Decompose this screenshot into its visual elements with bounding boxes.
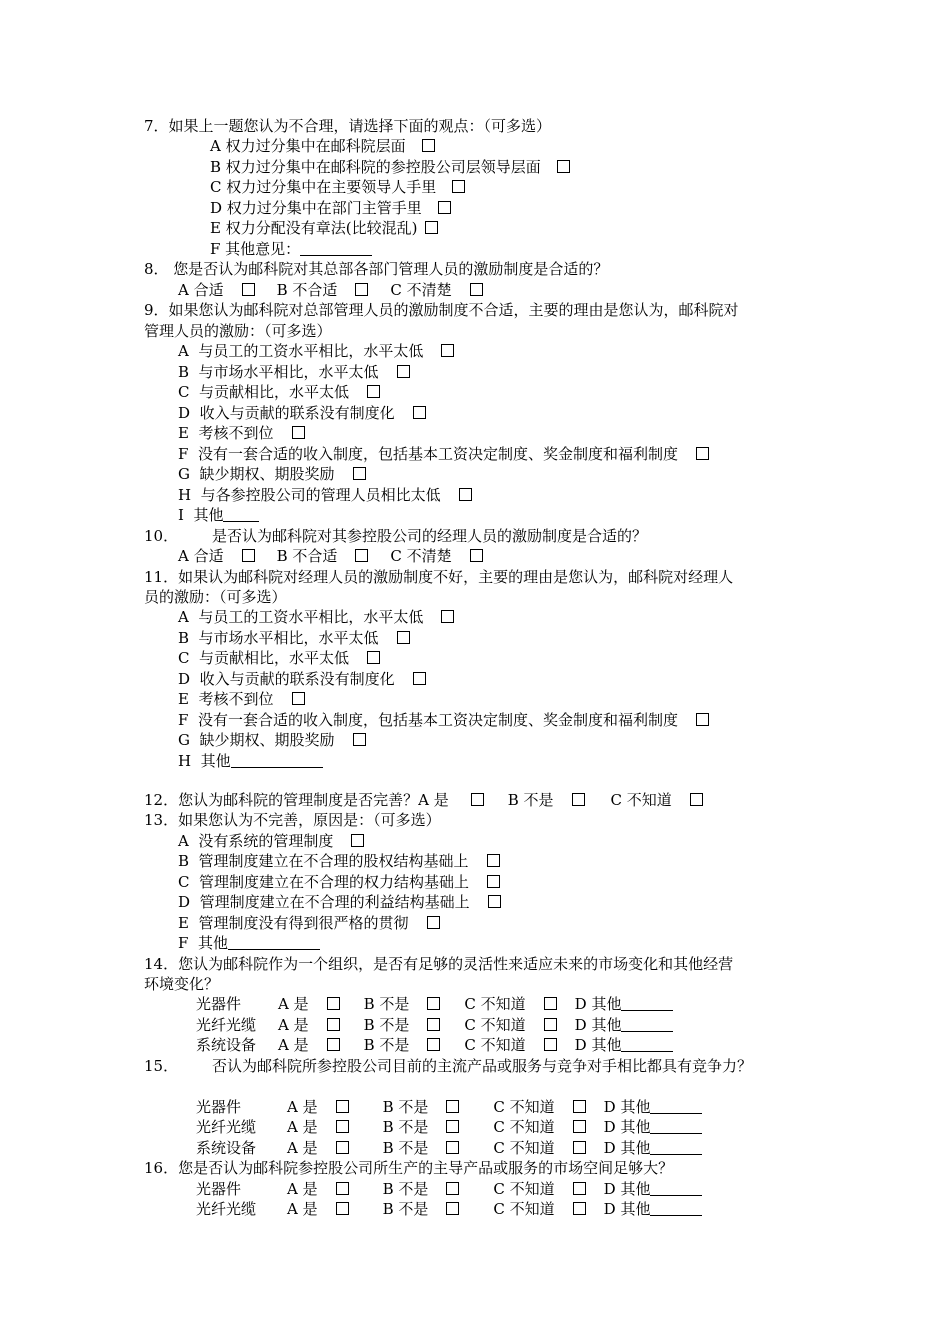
checkbox[interactable] <box>336 1182 349 1195</box>
q14-row-options: A 是 B 不是 C 不知道 D 其他 <box>278 1015 673 1035</box>
q16-row-label: 光器件 <box>196 1180 242 1198</box>
q11-option-d: D 收入与贡献的联系没有制度化 <box>178 669 426 689</box>
q9-question: 9．如果您认为邮科院对总部管理人员的激励制度不合适，主要的理由是您认为，邮科院对 <box>144 301 739 319</box>
checkbox[interactable] <box>438 201 451 214</box>
q7-option-b: B 权力过分集中在邮科院的参控股公司层领导层面 <box>210 157 570 177</box>
q15-row-options: A 是 B 不是 C 不知道 D 其他 <box>287 1138 702 1158</box>
checkbox[interactable] <box>427 1038 440 1051</box>
blank-line[interactable] <box>223 507 259 522</box>
checkbox[interactable] <box>544 1018 557 1031</box>
checkbox[interactable] <box>441 344 454 357</box>
q8-options: A 合适 B 不合适 C 不清楚 <box>178 280 483 300</box>
checkbox[interactable] <box>425 221 438 234</box>
q15-number: 15． <box>144 1057 179 1075</box>
q14-row-label: 光纤光缆 <box>196 1016 257 1034</box>
checkbox[interactable] <box>355 549 368 562</box>
blank-line[interactable] <box>300 241 372 256</box>
q7-option-a: A 权力过分集中在邮科院层面 <box>210 136 435 156</box>
q11-option-h: H 其他 <box>178 751 323 771</box>
checkbox[interactable] <box>427 1018 440 1031</box>
q13-option-e: E 管理制度没有得到很严格的贯彻 <box>178 913 440 933</box>
checkbox[interactable] <box>446 1182 459 1195</box>
checkbox[interactable] <box>488 895 501 908</box>
blank-line[interactable] <box>650 1181 702 1196</box>
checkbox[interactable] <box>397 365 410 378</box>
q15-row-options: A 是 B 不是 C 不知道 D 其他 <box>287 1117 702 1137</box>
checkbox[interactable] <box>573 1120 586 1133</box>
checkbox[interactable] <box>573 1182 586 1195</box>
checkbox[interactable] <box>367 651 380 664</box>
q11-option-b: B 与市场水平相比，水平太低 <box>178 628 410 648</box>
q9-option-i: I 其他 <box>178 505 259 525</box>
checkbox[interactable] <box>427 916 440 929</box>
checkbox[interactable] <box>557 160 570 173</box>
checkbox[interactable] <box>327 1018 340 1031</box>
checkbox[interactable] <box>470 549 483 562</box>
checkbox[interactable] <box>336 1100 349 1113</box>
checkbox[interactable] <box>446 1120 459 1133</box>
q15-row-label: 光器件 <box>196 1098 242 1116</box>
q7-option-f: F 其他意见： <box>210 239 372 259</box>
checkbox[interactable] <box>413 672 426 685</box>
q16-row-label: 光纤光缆 <box>196 1200 257 1218</box>
checkbox[interactable] <box>427 997 440 1010</box>
blank-line[interactable] <box>650 1119 702 1134</box>
q9-option-a: A 与员工的工资水平相比，水平太低 <box>178 341 454 361</box>
checkbox[interactable] <box>690 793 703 806</box>
q11-option-c: C 与贡献相比，水平太低 <box>178 648 380 668</box>
checkbox[interactable] <box>441 610 454 623</box>
q14-row-label: 系统设备 <box>196 1036 257 1054</box>
q10-options: A 合适 B 不合适 C 不清楚 <box>178 546 483 566</box>
q13-option-a: A 没有系统的管理制度 <box>178 831 364 851</box>
q15-row-label: 系统设备 <box>196 1139 257 1157</box>
checkbox[interactable] <box>470 283 483 296</box>
checkbox[interactable] <box>696 447 709 460</box>
q9-option-d: D 收入与贡献的联系没有制度化 <box>178 403 426 423</box>
checkbox[interactable] <box>336 1202 349 1215</box>
q13-option-b: B 管理制度建立在不合理的股权结构基础上 <box>178 851 500 871</box>
checkbox[interactable] <box>242 283 255 296</box>
blank-line[interactable] <box>231 753 323 768</box>
q12-question: 12．您认为邮科院的管理制度是否完善？A 是 B 不是 C 不知道 <box>144 790 703 810</box>
checkbox[interactable] <box>572 793 585 806</box>
q16-question: 16．您是否认为邮科院参控股公司所生产的主导产品或服务的市场空间足够大？ <box>144 1159 674 1177</box>
checkbox[interactable] <box>573 1141 586 1154</box>
checkbox[interactable] <box>367 385 380 398</box>
q7-question: 7．如果上一题您认为不合理，请选择下面的观点：（可多选） <box>144 117 552 135</box>
q9-option-b: B 与市场水平相比，水平太低 <box>178 362 410 382</box>
checkbox[interactable] <box>353 733 366 746</box>
blank-line[interactable] <box>650 1201 702 1216</box>
q14-row-label: 光器件 <box>196 995 242 1013</box>
q9-question-cont: 管理人员的激励：（可多选） <box>144 322 332 340</box>
checkbox[interactable] <box>544 1038 557 1051</box>
q11-option-e: E 考核不到位 <box>178 689 305 709</box>
checkbox[interactable] <box>292 426 305 439</box>
checkbox[interactable] <box>413 406 426 419</box>
checkbox[interactable] <box>459 488 472 501</box>
q14-row-options: A 是 B 不是 C 不知道 D 其他 <box>278 994 673 1014</box>
q14-question: 14．您认为邮科院作为一个组织，是否有足够的灵活性来适应未来的市场变化和其他经营 <box>144 955 734 973</box>
blank-line[interactable] <box>650 1099 702 1114</box>
q11-option-f: F 没有一套合适的收入制度，包括基本工资决定制度、奖金制度和福利制度 <box>178 710 709 730</box>
checkbox[interactable] <box>397 631 410 644</box>
q11-question: 11．如果认为邮科院对经理人员的激励制度不好，主要的理由是您认为，邮科院对经理人 <box>144 568 734 586</box>
blank-line[interactable] <box>650 1140 702 1155</box>
q7-option-c: C 权力过分集中在主要领导人手里 <box>210 177 465 197</box>
q8-question: 8． 您是否认为邮科院对其总部各部门管理人员的激励制度是合适的？ <box>144 260 609 278</box>
q15-question: 否认为邮科院所参控股公司目前的主流产品或服务与竞争对手相比都具有竞争力？ <box>212 1057 753 1075</box>
checkbox[interactable] <box>446 1141 459 1154</box>
blank-line[interactable] <box>228 935 320 950</box>
checkbox[interactable] <box>573 1100 586 1113</box>
checkbox[interactable] <box>327 1038 340 1051</box>
checkbox[interactable] <box>487 875 500 888</box>
q7-option-e: E 权力分配没有章法(比较混乱) <box>210 218 438 238</box>
checkbox[interactable] <box>446 1202 459 1215</box>
checkbox[interactable] <box>351 834 364 847</box>
q13-option-f: F 其他 <box>178 933 320 953</box>
q11-option-a: A 与员工的工资水平相比，水平太低 <box>178 607 454 627</box>
q11-question-cont: 员的激励：（可多选） <box>144 588 287 606</box>
q16-row-options: A 是 B 不是 C 不知道 D 其他 <box>287 1199 702 1219</box>
q15-row-label: 光纤光缆 <box>196 1118 257 1136</box>
checkbox[interactable] <box>471 793 484 806</box>
q13-option-d: D 管理制度建立在不合理的利益结构基础上 <box>178 892 501 912</box>
checkbox[interactable] <box>327 997 340 1010</box>
checkbox[interactable] <box>544 997 557 1010</box>
checkbox[interactable] <box>452 180 465 193</box>
q9-option-f: F 没有一套合适的收入制度，包括基本工资决定制度、奖金制度和福利制度 <box>178 444 709 464</box>
checkbox[interactable] <box>696 713 709 726</box>
checkbox[interactable] <box>336 1141 349 1154</box>
checkbox[interactable] <box>573 1202 586 1215</box>
q10-number: 10． <box>144 527 179 545</box>
q9-option-c: C 与贡献相比，水平太低 <box>178 382 380 402</box>
q16-row-options: A 是 B 不是 C 不知道 D 其他 <box>287 1179 702 1199</box>
checkbox[interactable] <box>242 549 255 562</box>
checkbox[interactable] <box>446 1100 459 1113</box>
q11-option-g: G 缺少期权、期股奖励 <box>178 730 366 750</box>
checkbox[interactable] <box>336 1120 349 1133</box>
q10-question: 是否认为邮科院对其参控股公司的经理人员的激励制度是合适的？ <box>212 527 648 545</box>
blank-line[interactable] <box>621 996 673 1011</box>
blank-line[interactable] <box>621 1017 673 1032</box>
blank-line[interactable] <box>621 1037 673 1052</box>
q13-question: 13．如果您认为不完善，原因是：（可多选） <box>144 811 441 829</box>
q13-option-c: C 管理制度建立在不合理的权力结构基础上 <box>178 872 500 892</box>
q14-row-options: A 是 B 不是 C 不知道 D 其他 <box>278 1035 673 1055</box>
checkbox[interactable] <box>487 854 500 867</box>
checkbox[interactable] <box>292 692 305 705</box>
checkbox[interactable] <box>355 283 368 296</box>
q7-option-d: D 权力过分集中在部门主管手里 <box>210 198 451 218</box>
q9-option-g: G 缺少期权、期股奖励 <box>178 464 366 484</box>
q9-option-e: E 考核不到位 <box>178 423 305 443</box>
q15-row-options: A 是 B 不是 C 不知道 D 其他 <box>287 1097 702 1117</box>
q9-option-h: H 与各参控股公司的管理人员相比太低 <box>178 485 472 505</box>
checkbox[interactable] <box>353 467 366 480</box>
q14-question-cont: 环境变化？ <box>144 975 220 993</box>
checkbox[interactable] <box>422 139 435 152</box>
